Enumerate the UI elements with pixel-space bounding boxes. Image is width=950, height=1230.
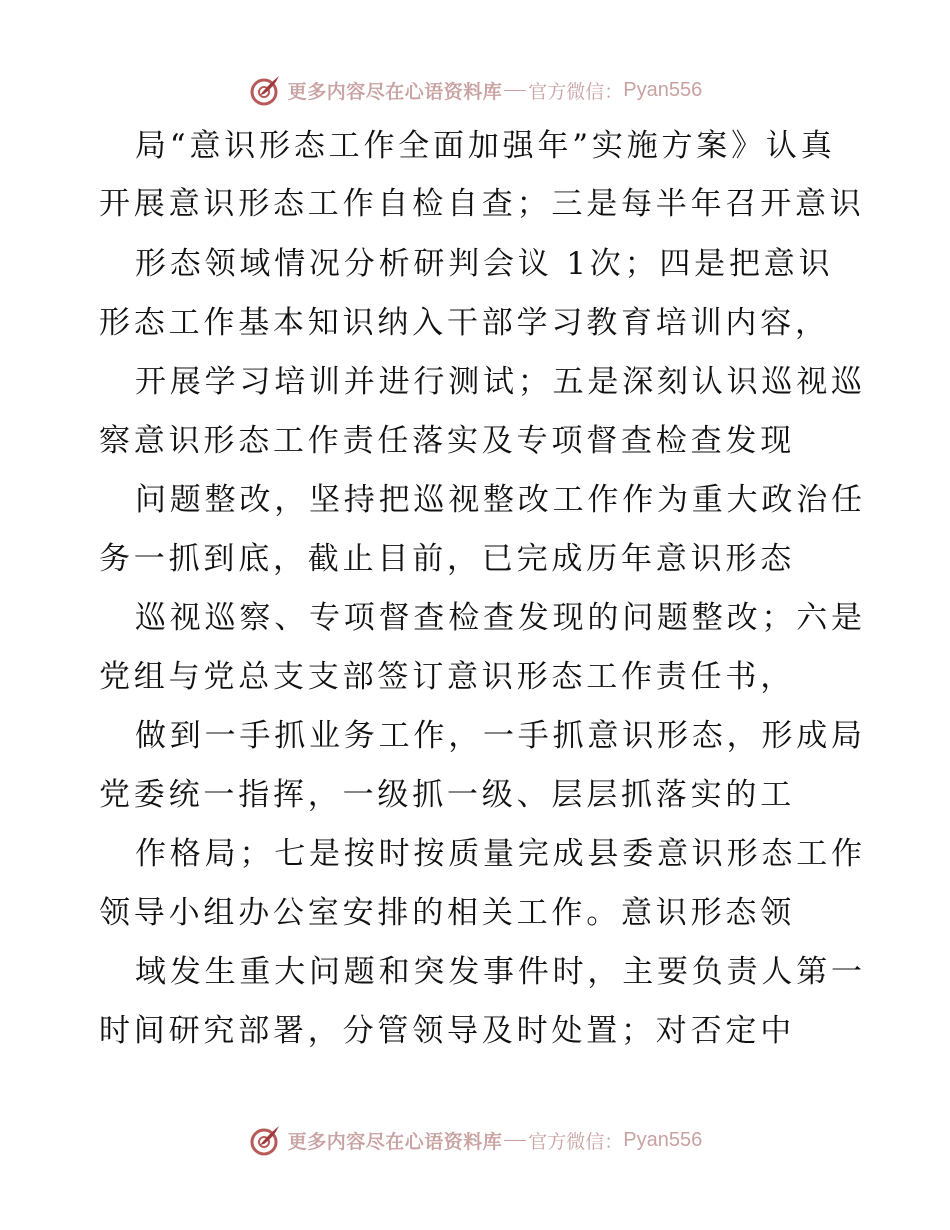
body-line: 作格局；七是按时按质量完成县委意识形态工作 bbox=[135, 836, 866, 872]
body-line: 领导小组办公室安排的相关工作。意识形态领 bbox=[99, 895, 795, 931]
footer-site-text: 更多内容尽在心语资料库 bbox=[287, 1130, 503, 1153]
footer-official-label: 官方微信： bbox=[528, 1130, 624, 1153]
body-line: 党委统一指挥，一级抓一级、层层抓落实的工 bbox=[99, 777, 795, 813]
header-official-label: 官方微信： bbox=[528, 80, 624, 103]
feather-circle-logo-icon bbox=[248, 1123, 282, 1157]
header-dash bbox=[504, 90, 526, 91]
body-line: 党组与党总支支部签订意识形态工作责任书， bbox=[99, 659, 795, 695]
body-line: 察意识形态工作责任落实及专项督查检查发现 bbox=[99, 423, 795, 459]
body-line: 时间研究部署，分管领导及时处置；对否定中 bbox=[99, 1013, 795, 1049]
body-line: 形态工作基本知识纳入干部学习教育培训内容， bbox=[99, 305, 830, 341]
header-watermark bbox=[0, 70, 950, 110]
body-line: 开展意识形态工作自检自查；三是每半年召开意识 bbox=[99, 186, 865, 222]
body-line: 务一抓到底，截止目前，已完成历年意识形态 bbox=[99, 541, 795, 577]
body-line: 问题整改，坚持把巡视整改工作作为重大政治任 bbox=[135, 482, 866, 518]
feather-circle-logo-icon bbox=[248, 73, 282, 107]
header-wechat-id: Pyan556 bbox=[623, 78, 703, 101]
body-line: 域发生重大问题和突发事件时，主要负责人第一 bbox=[135, 954, 866, 990]
body-line: 形态领域情况分析研判会议 1次；四是把意识 bbox=[135, 246, 834, 282]
body-line: 巡视巡察、专项督查检查发现的问题整改；六是 bbox=[135, 600, 866, 636]
header-site-text: 更多内容尽在心语资料库 bbox=[287, 80, 503, 103]
footer-dash bbox=[504, 1140, 526, 1141]
footer-wechat-id: Pyan556 bbox=[623, 1128, 703, 1151]
footer-watermark bbox=[0, 1120, 950, 1160]
body-line: 开展学习培训并进行测试；五是深刻认识巡视巡 bbox=[135, 364, 866, 400]
body-line: 局“意识形态工作全面加强年”实施方案》认真 bbox=[135, 128, 836, 164]
body-line: 做到一手抓业务工作，一手抓意识形态，形成局 bbox=[135, 718, 866, 754]
